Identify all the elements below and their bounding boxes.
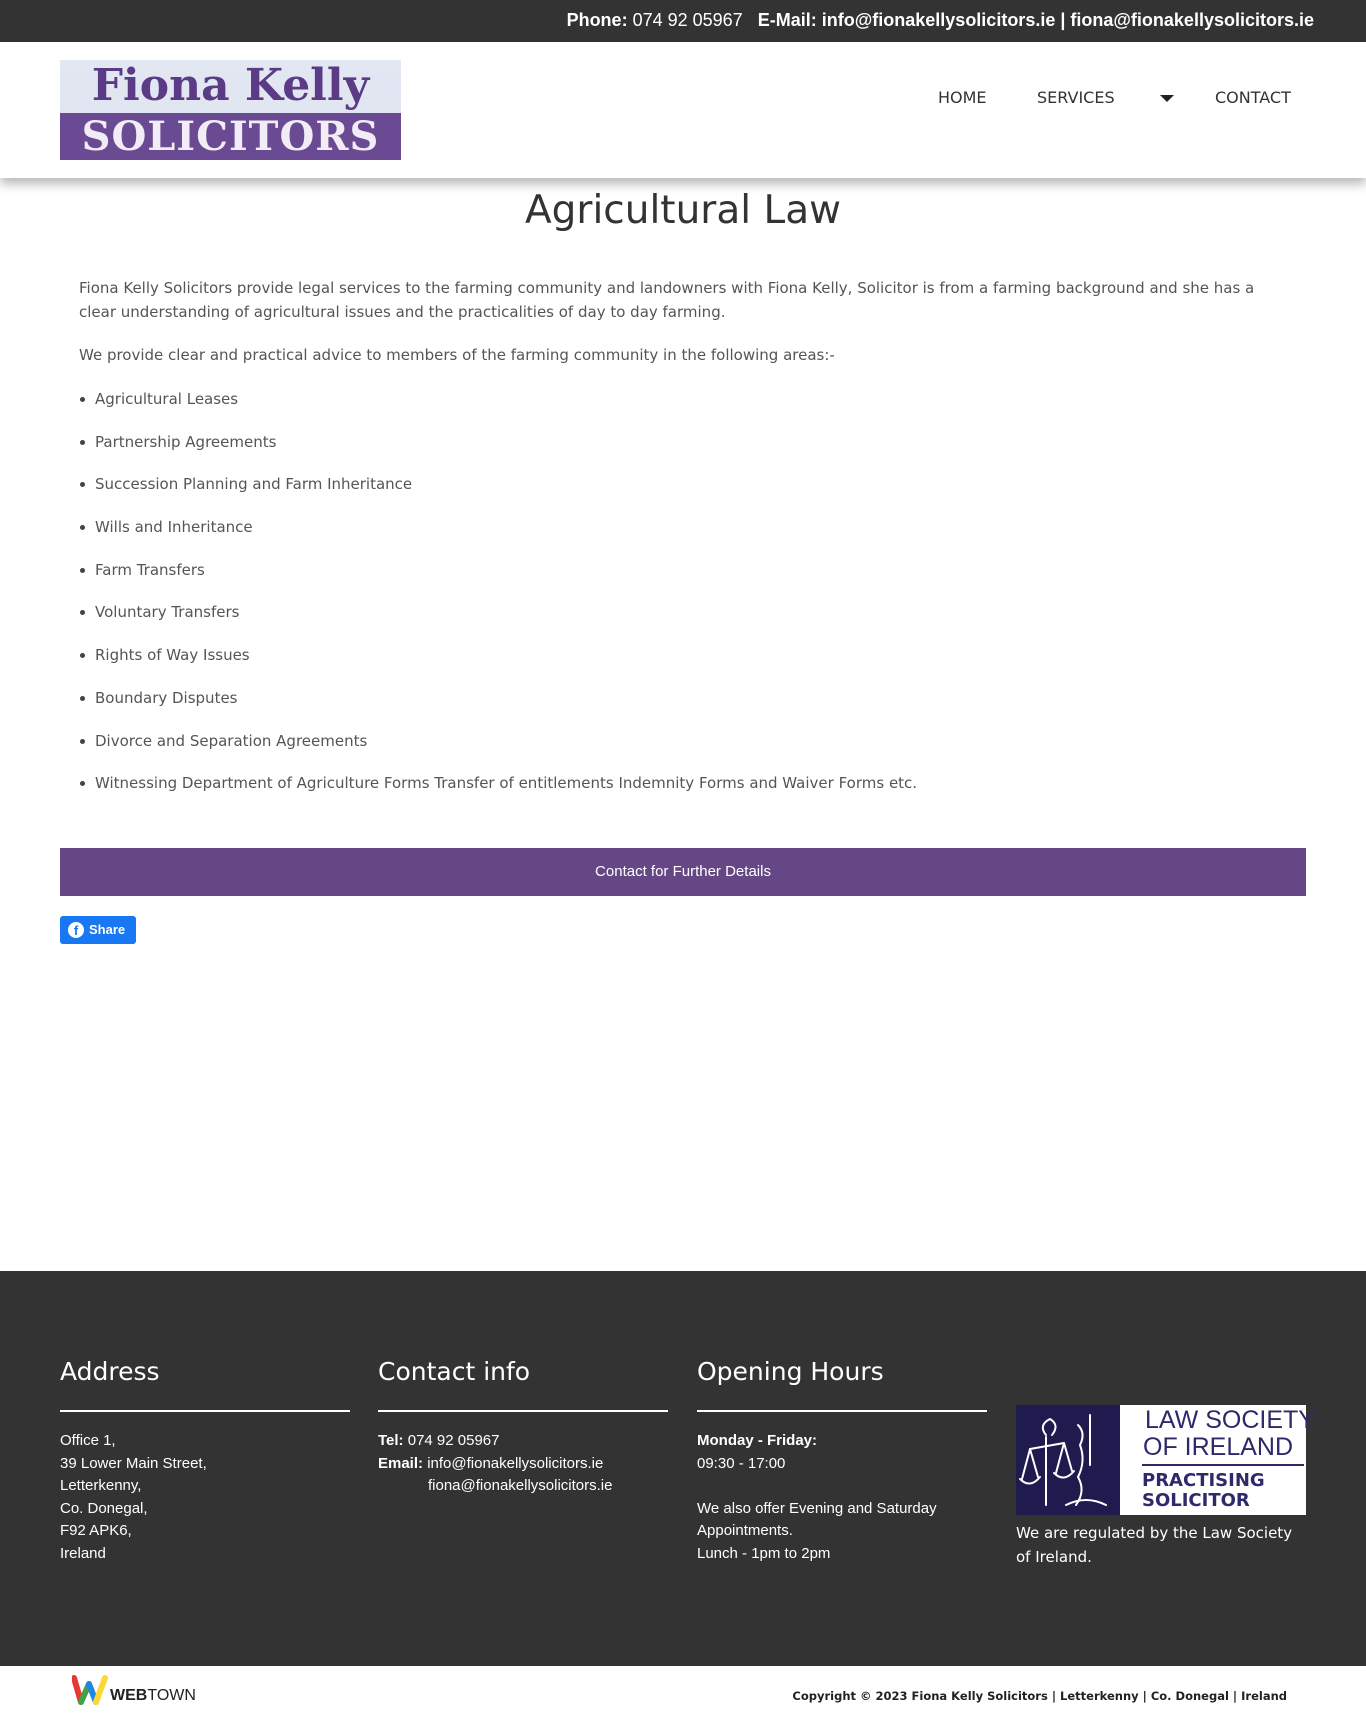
hours-days: Monday - Friday: bbox=[697, 1432, 818, 1449]
address-line: Office 1, bbox=[60, 1432, 116, 1449]
main-content bbox=[46, 178, 1320, 1271]
hours-time: 09:30 - 17:00 bbox=[697, 1454, 786, 1472]
copyright-text: Copyright © 2023 Fiona Kelly Solicitors | Letterkenny | Co. Donegal | Ireland bbox=[792, 1689, 1287, 1703]
badge-line: SOLICITOR bbox=[1142, 1490, 1250, 1511]
footer-address bbox=[60, 1357, 350, 1565]
phone-label: Phone: bbox=[566, 10, 628, 30]
scales-of-justice-icon bbox=[1016, 1405, 1120, 1515]
hours-lunch: Lunch - 1pm to 2pm bbox=[697, 1544, 831, 1562]
badge-line: LAW SOCIETY bbox=[1145, 1406, 1315, 1434]
divider bbox=[1142, 1464, 1304, 1466]
email-label: E-Mail: bbox=[757, 10, 817, 30]
list-item: Partnership Agreements bbox=[79, 430, 917, 473]
footer-contact bbox=[378, 1357, 668, 1498]
law-society-badge bbox=[1016, 1405, 1315, 1515]
list-item: Farm Transfers bbox=[79, 558, 917, 601]
list-item: Witnessing Department of Agriculture Forms Transfer of entitlements Indemnity Forms and Waiver Forms etc. bbox=[79, 771, 917, 814]
address-line: Ireland bbox=[60, 1544, 106, 1562]
badge-line: OF IRELAND bbox=[1143, 1433, 1294, 1461]
list-item: Voluntary Transfers bbox=[79, 600, 917, 643]
brand-bold: WEB bbox=[110, 1687, 148, 1704]
caret-down-icon[interactable] bbox=[1160, 95, 1174, 102]
top-contact-info bbox=[567, 10, 1314, 31]
tel-link[interactable]: 074 92 05967 bbox=[407, 1432, 500, 1449]
logo-name: Fiona Kelly bbox=[91, 60, 370, 111]
page-title: Agricultural Law bbox=[525, 188, 841, 233]
intro-paragraph: Fiona Kelly Solicitors provide legal services to the farming community and landowners with Fiona Kelly, Solicitor is from a farming background and she has a clear understanding of agricultural issues and the practicalities of day to day farming. bbox=[79, 279, 1255, 321]
badge-line: PRACTISING bbox=[1142, 1470, 1265, 1491]
regulation-caption: We are regulated by the Law Society of Ireland. bbox=[1016, 1524, 1293, 1566]
logo-subtitle: SOLICITORS bbox=[60, 113, 401, 160]
hours-extra: Appointments. bbox=[697, 1522, 793, 1539]
email-link[interactable]: fiona@fionakellysolicitors.ie bbox=[428, 1477, 613, 1494]
divider bbox=[697, 1410, 987, 1412]
address-line: Co. Donegal, bbox=[60, 1499, 148, 1517]
tel-label: Tel: bbox=[378, 1432, 404, 1449]
brand-light: TOWN bbox=[147, 1687, 196, 1704]
divider bbox=[60, 1410, 350, 1412]
site-footer bbox=[0, 1271, 1366, 1666]
webtown-logo-icon[interactable] bbox=[72, 1674, 108, 1706]
site-header bbox=[0, 42, 1366, 178]
list-item: Boundary Disputes bbox=[79, 686, 917, 729]
email-link[interactable]: info@fionakellysolicitors.ie bbox=[427, 1454, 604, 1472]
hours-extra: We also offer Evening and Saturday bbox=[697, 1499, 937, 1517]
list-item: Divorce and Separation Agreements bbox=[79, 729, 917, 772]
footer-address-title: Address bbox=[60, 1357, 160, 1386]
footer-hours bbox=[697, 1357, 987, 1565]
list-item: Agricultural Leases bbox=[79, 387, 917, 430]
lead-paragraph: We provide clear and practical advice to members of the farming community in the following areas:- bbox=[79, 346, 835, 364]
footer-contact-title: Contact info bbox=[378, 1357, 531, 1386]
divider bbox=[378, 1410, 668, 1412]
nav-home[interactable]: HOME bbox=[938, 88, 987, 107]
list-item: Wills and Inheritance bbox=[79, 515, 917, 558]
facebook-share-button[interactable] bbox=[60, 916, 136, 944]
services-list bbox=[79, 387, 917, 814]
email-links[interactable]: info@fionakellysolicitors.ie | fiona@fionakellysolicitors.ie bbox=[821, 10, 1314, 30]
nav-services[interactable]: SERVICES bbox=[1037, 88, 1115, 107]
footer-hours-title: Opening Hours bbox=[697, 1357, 884, 1386]
site-logo[interactable] bbox=[60, 60, 401, 160]
bottom-bar bbox=[0, 1666, 1366, 1725]
webtown-brand[interactable] bbox=[110, 1687, 196, 1705]
list-item: Succession Planning and Farm Inheritance bbox=[79, 472, 917, 515]
facebook-icon: f bbox=[68, 922, 84, 938]
list-item: Rights of Way Issues bbox=[79, 643, 917, 686]
phone-number[interactable]: 074 92 05967 bbox=[632, 10, 743, 30]
email-label: Email: bbox=[378, 1454, 424, 1472]
address-line: 39 Lower Main Street, bbox=[60, 1454, 207, 1472]
share-label: Share bbox=[89, 922, 126, 937]
address-line: F92 APK6, bbox=[60, 1522, 132, 1539]
contact-further-details-button[interactable]: Contact for Further Details bbox=[60, 848, 1306, 896]
nav-contact[interactable]: CONTACT bbox=[1215, 88, 1291, 107]
top-contact-bar bbox=[0, 0, 1366, 42]
address-line: Letterkenny, bbox=[60, 1477, 142, 1494]
